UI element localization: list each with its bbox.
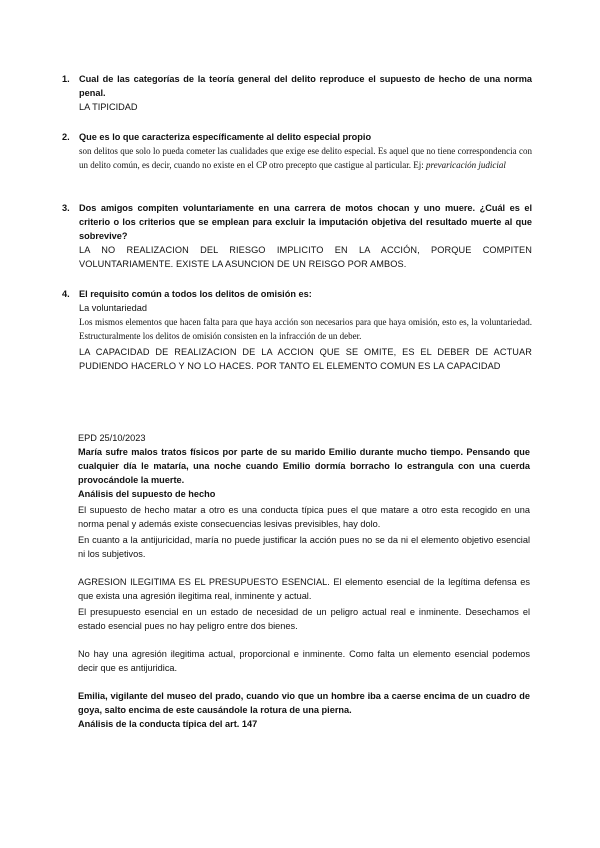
question-number: 2. <box>62 132 70 142</box>
case-2-analysis-title: Análisis de la conducta típica del art. 147 <box>78 719 258 729</box>
question-answer-conclusion: LA CAPACIDAD DE REALIZACION DE LA ACCION QUE SE OMITE, ES EL DEBER DE ACTUAR PUDIENDO HACERLO Y NO LO HACES. POR TANTO EL ELEMENTO COMUN ES LA CAPACIDAD <box>79 347 532 371</box>
epd-section <box>78 431 530 731</box>
question-title: Cual de las categorías de la teoría general del delito reproduce el supuesto de hecho de una norma penal. <box>79 74 532 98</box>
epd-header: EPD 25/10/2023 <box>78 433 146 443</box>
question-4 <box>62 287 532 373</box>
question-answer: LA NO REALIZACION DEL RIESGO IMPLICITO EN LA ACCIÓN, PORQUE COMPITEN VOLUNTARIAMENTE. EXISTE LA ASUNCION DE UN REISGO POR AMBOS. <box>79 245 532 269</box>
case-statement-1: María sufre malos tratos físicos por parte de su marido Emilio durante mucho tiempo. Pensando que cualquier día le mataría, una noche cuando Emilio dormía borracho lo estrangula con una cuerda provocándole la muerte. <box>78 447 530 485</box>
analysis-paragraph-2: En cuanto a la antijuricidad, maría no puede justificar la acción pues no se da ni el elemento objetivo esencial ni los subjetivos. <box>78 535 530 559</box>
question-answer: LA TIPICIDAD <box>79 102 138 112</box>
question-title: Que es lo que caracteriza específicamente al delito especial propio <box>79 132 372 142</box>
question-2 <box>62 130 532 172</box>
question-number: 4. <box>62 289 70 299</box>
question-number: 3. <box>62 203 70 213</box>
question-3 <box>62 201 532 271</box>
case-statement-2: Emilia, vigilante del museo del prado, cuando vio que un hombre iba a caerse encima de un cuadro de goya, salto encima de este causándole la rotura de una pierna. <box>78 691 530 715</box>
answer-text: son delitos que solo lo pueda cometer las cualidades que exige ese delito especial. Es aquel que no tiene correspondencia con un delito común, es decir, cuando no existe en el CP otro precepto que castigue al particular. Ej: <box>79 146 532 170</box>
analysis-title: Análisis del supuesto de hecho <box>78 489 216 499</box>
analysis-paragraph-5: No hay una agresión ilegitima actual, proporcional e inminente. Como falta un elemento esencial podemos decir que es antijuridica. <box>78 649 530 673</box>
question-1 <box>62 72 532 114</box>
analysis-paragraph-3: AGRESION ILEGITIMA ES EL PRESUPUESTO ESENCIAL. El elemento esencial de la legítima defensa es que exista una agresión ilegitima real, inminente y actual. <box>78 577 530 601</box>
analysis-paragraph-4: El presupuesto esencial en un estado de necesidad de un peligro actual real e inminente. Desechamos el estado esencial pues no hay peligro entre dos bienes. <box>78 607 530 631</box>
question-answer-line: La voluntariedad <box>79 303 147 313</box>
answer-example: prevaricación judicial <box>425 160 506 170</box>
question-title: El requisito común a todos los delitos de omisión es: <box>79 289 312 299</box>
question-title: Dos amigos compiten voluntariamente en una carrera de motos chocan y uno muere. ¿Cuál es el criterio o los criterios que se emplean para excluir la imputación objetiva del resultado muerte al que sobrevive? <box>79 203 532 241</box>
question-answer <box>79 144 532 172</box>
question-answer-explanation: Los mismos elementos que hacen falta para que haya acción son necesarios para que haya omisión, esto es, la voluntariedad. Estructuralmente los delitos de omisión consisten en la infracción de un deber. <box>79 317 532 341</box>
question-number: 1. <box>62 74 70 84</box>
analysis-paragraph-1: El supuesto de hecho matar a otro es una conducta típica pues el que matare a otro esta recogido en una norma penal y además existe consecuencias lesivas previsibles, hay dolo. <box>78 505 530 529</box>
